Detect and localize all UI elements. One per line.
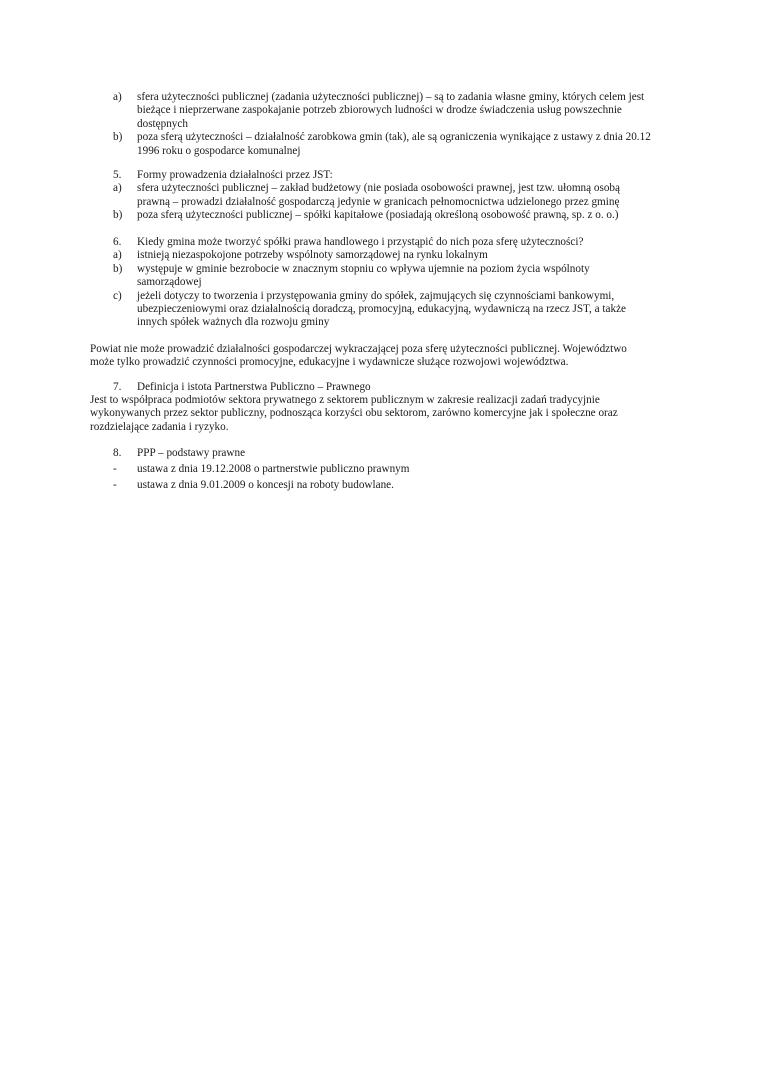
section-title: Definicja i istota Partnerstwa Publiczno – Prawnego [137,381,371,393]
section-heading [113,381,673,394]
list-item-text [137,91,673,131]
text-line: poza sferą użyteczności – działalność zarobkowa gmin (tak), ale są ograniczenia wynikające z ustawy z dnia 20.12 [137,131,651,144]
list-item [113,209,673,222]
section-number: 7. [113,381,122,393]
list-marker: a) [113,249,122,262]
list-item-text [137,263,673,290]
list-item [113,91,673,131]
section-heading [113,236,673,249]
section-number: 8. [113,447,122,459]
text-line: 1996 roku o gospodarce komunalnej [137,144,301,157]
section-8 [113,447,673,492]
section-number: 5. [113,169,122,181]
text-line: jeżeli dotyczy to tworzenia i przystępowania gminy do spółek, zajmujących się czynnościami bankowymi, [137,289,615,302]
text-line: rozdzielające zadania i ryzyko. [90,420,229,433]
list-item [113,182,673,209]
text-line: wykonywanych przez sektor publiczny, podnosząca korzyści obu sektorom, zarówno komercyjne jak i społeczne oraz [90,407,618,420]
list-marker: b) [113,209,123,222]
list-item-text [137,131,673,158]
text-line: dostępnych [137,117,188,130]
section-7-heading [113,381,673,394]
list-item [113,479,673,492]
text-line: poza sferą użyteczności publicznej – spółki kapitałowe (posiadają określoną osobowość prawną, sp. z o. o.) [137,209,619,222]
section-heading [113,447,673,460]
section-heading [113,169,673,182]
list-item [113,263,673,290]
text-line: ubezpieczeniowymi oraz działalnością doradczą, promocyjną, edukacyjną, wydawniczą na rzecz JST, a także [137,303,627,316]
list-item-text [137,209,673,222]
list-item-text [137,182,673,209]
list-marker: a) [113,182,122,195]
list-item-text [137,249,673,262]
section-4-list [113,91,673,158]
section-5 [113,169,673,223]
text-line: sfera użyteczności publicznej (zadania użyteczności publicznej) – są to zadania własne gminy, których celem jest [137,91,645,103]
text-line: może tylko prowadzić czynności promocyjne, edukacyjne i wydawnicze służące rozwojowi województwa. [90,356,569,369]
section-title: Formy prowadzenia działalności przez JST: [137,169,333,181]
list-marker: a) [113,91,122,103]
powiat-paragraph [90,343,680,370]
section-6 [113,236,673,330]
list-item-text [137,290,673,330]
list-item-text: ustawa z dnia 19.12.2008 o partnerstwie publiczno prawnym [137,463,410,476]
text-line: prawną – prowadzi działalność gospodarczą jedynie w granicach pełnomocnictwa udzielonego przez gminę [137,195,620,208]
section-7-body [90,394,680,434]
text-line: bieżące i nieprzerwane zaspokajanie potrzeb zbiorowych ludności w drodze świadczenia usług powszechnie [137,104,622,117]
section-number: 6. [113,236,122,248]
text-line: samorządowej [137,276,202,289]
text-line: występuje w gminie bezrobocie w znacznym stopniu co wpływa ujemnie na poziom życia wspólnoty [137,262,590,275]
text-line: innych spółek ważnych dla rozwoju gminy [137,316,330,329]
list-item-text: ustawa z dnia 9.01.2009 o koncesji na roboty budowlane. [137,478,394,491]
dash-marker: - [113,463,117,476]
list-item [113,290,673,330]
list-item [113,463,673,476]
text-line: Jest to współpraca podmiotów sektora prywatnego z sektorem publicznym w zakresie realizacji zadań tradycyjnie [90,394,600,406]
list-item [113,249,673,262]
list-item [113,131,673,158]
dash-marker: - [113,478,117,491]
section-title: PPP – podstawy prawne [137,447,246,459]
section-title: Kiedy gmina może tworzyć spółki prawa handlowego i przystąpić do nich poza sferę użyteczności? [137,236,584,248]
text-line: istnieją niezaspokojone potrzeby wspólnoty samorządowej na rynku lokalnym [137,249,488,262]
list-marker: b) [113,262,123,275]
text-line: sfera użyteczności publicznej – zakład budżetowy (nie posiada osobowości prawnej, jest tzw. ułomną osobą [137,182,620,195]
list-marker: c) [113,289,122,302]
text-line: Powiat nie może prowadzić działalności gospodarczej wykraczającej poza sferę użyteczności publicznej. Województwo [90,343,627,355]
list-marker: b) [113,131,123,144]
